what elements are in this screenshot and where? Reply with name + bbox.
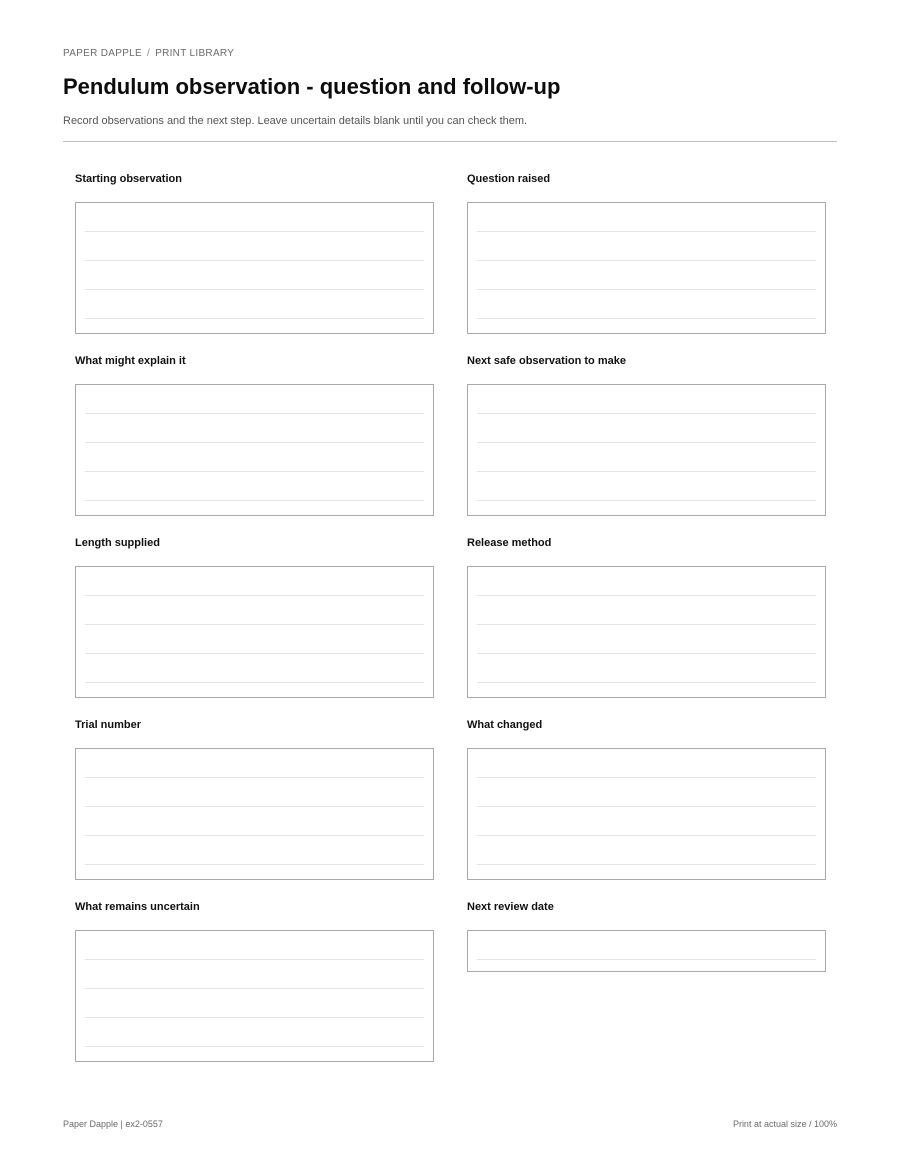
breadcrumb-separator: /: [147, 48, 151, 59]
writing-line: [477, 289, 816, 290]
field-release-method: [467, 537, 826, 550]
field-label: What changed: [467, 719, 543, 731]
page-subtitle: Record observations and the next step. Leave uncertain details blank until you can check them.: [63, 115, 528, 127]
writing-line: [477, 318, 816, 319]
writing-line: [477, 413, 816, 414]
footer-print-note: Print at actual size / 100%: [732, 1119, 837, 1129]
writing-line: [477, 653, 816, 654]
field-label: Release method: [467, 537, 552, 549]
write-in-box[interactable]: [467, 566, 826, 698]
writing-line: [477, 595, 816, 596]
writing-line: [477, 959, 816, 960]
writing-line: [85, 959, 424, 960]
field-label: Next safe observation to make: [467, 355, 626, 367]
writing-line: [477, 442, 816, 443]
field-what-remains-uncertain: [75, 901, 434, 914]
page-title: Pendulum observation - question and follow-up: [63, 74, 561, 99]
writing-line: [477, 231, 816, 232]
field-label: What remains uncertain: [75, 901, 200, 913]
write-in-box[interactable]: [75, 748, 434, 880]
writing-line: [85, 471, 424, 472]
write-in-box[interactable]: [75, 384, 434, 516]
field-what-changed: [467, 719, 826, 732]
field-label: Next review date: [467, 901, 554, 913]
writing-line: [85, 653, 424, 654]
writing-line: [85, 260, 424, 261]
writing-line: [477, 864, 816, 865]
writing-line: [85, 835, 424, 836]
field-next-review-date: [467, 901, 826, 914]
write-in-box[interactable]: [467, 202, 826, 334]
write-in-box[interactable]: [75, 930, 434, 1062]
write-in-box[interactable]: [75, 566, 434, 698]
writing-line: [85, 413, 424, 414]
field-label: Length supplied: [75, 537, 160, 549]
write-in-box[interactable]: [467, 930, 826, 972]
header-divider: [63, 141, 837, 142]
writing-line: [85, 864, 424, 865]
breadcrumb-site: PAPER DAPPLE: [63, 48, 143, 59]
field-label: What might explain it: [75, 355, 186, 367]
writing-line: [477, 471, 816, 472]
writing-line: [85, 318, 424, 319]
writing-line: [85, 777, 424, 778]
field-trial-number: [75, 719, 434, 732]
breadcrumb-section: PRINT LIBRARY: [155, 48, 235, 59]
field-label: Starting observation: [75, 173, 182, 185]
field-label: Question raised: [467, 173, 551, 185]
breadcrumb: [63, 48, 234, 59]
field-what-might-explain-it: [75, 355, 434, 368]
writing-line: [85, 595, 424, 596]
writing-line: [477, 682, 816, 683]
writing-line: [477, 777, 816, 778]
write-in-box[interactable]: [467, 748, 826, 880]
writing-line: [85, 1017, 424, 1018]
field-next-safe-observation: [467, 355, 826, 368]
writing-line: [85, 289, 424, 290]
writing-line: [85, 442, 424, 443]
field-length-supplied: [75, 537, 434, 550]
writing-line: [85, 1046, 424, 1047]
writing-line: [85, 500, 424, 501]
footer-source: Paper Dapple | ex2-0557: [63, 1119, 163, 1129]
writing-line: [477, 500, 816, 501]
field-question-raised: [467, 173, 826, 186]
writing-line: [85, 988, 424, 989]
writing-line: [85, 624, 424, 625]
writing-line: [477, 835, 816, 836]
field-starting-observation: [75, 173, 434, 186]
field-label: Trial number: [75, 719, 142, 731]
write-in-box[interactable]: [467, 384, 826, 516]
writing-line: [85, 231, 424, 232]
write-in-box[interactable]: [75, 202, 434, 334]
writing-line: [477, 624, 816, 625]
writing-line: [85, 682, 424, 683]
writing-line: [85, 806, 424, 807]
writing-line: [477, 260, 816, 261]
writing-line: [477, 806, 816, 807]
